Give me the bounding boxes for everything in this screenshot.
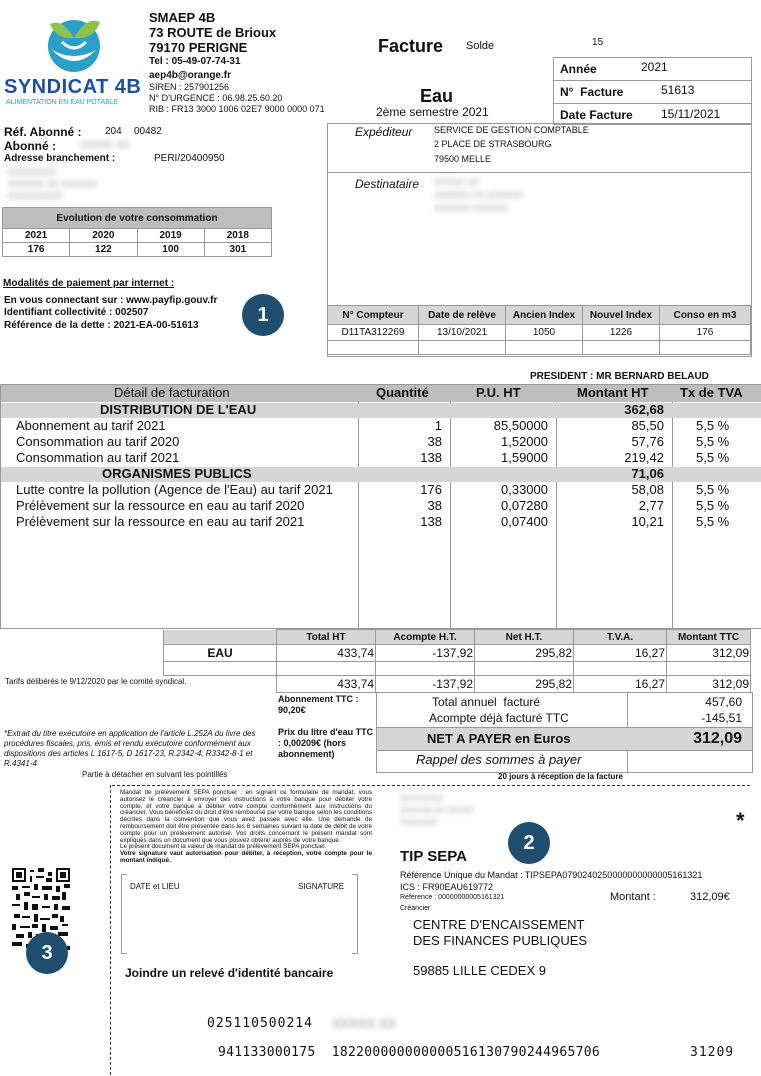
- section-distribution: DISTRIBUTION DE L'EAU: [100, 402, 257, 417]
- logo: [4, 10, 142, 110]
- evolution-title: Evolution de votre consommation: [3, 208, 272, 229]
- marker-3: 3: [26, 932, 68, 974]
- totals-cell: 295,82: [475, 645, 574, 662]
- meter-cell: 1226: [583, 325, 660, 341]
- sender-urgence: N° D'URGENCE : 06.98.25.60.20: [149, 93, 283, 103]
- tip-montant-label: Montant :: [610, 891, 656, 903]
- tip-reference: Référence : 00000000005161321: [400, 894, 505, 901]
- subscriber-hidden-1: XXXXXXXX: [8, 167, 57, 177]
- billing-row-qty: 138: [420, 450, 442, 465]
- mandate-paragraph: Mandat de prélèvement SEPA ponctuel : en signant ce formulaire de mandat, vous autorisez le créancier à envoyer des instructions à votre banque pour débiter votre compte, et votre banque à débiter votre compte conformément aux instructions du créancier. Vous bénéficiez du droit d'être remboursé par votre banque selon les conditions décrites dans la convention que vous avez passée avec elle. Une demande de remboursement doit être présentée dans les 8 semaines suivant la date de débit de votre compte pour un prélèvement autorisé. Vos droits concernant le présent mandat sont expliqués dans un document que vous pouvez obtenir auprès de votre banque.: [120, 789, 372, 844]
- solde-label: Solde: [466, 40, 495, 52]
- subscriber-hidden-2: XXXXXX XX XXXXXX: [8, 179, 98, 189]
- billing-row-pu: 85,50000: [493, 418, 548, 433]
- abonne-hidden: XXXXX XX: [80, 140, 130, 151]
- billing-row-label: Consommation au tarif 2020: [16, 434, 180, 449]
- meter-cell: 176: [660, 325, 751, 341]
- sender-email: aep4b@orange.fr: [149, 70, 231, 81]
- total-annuel-value: 457,60: [705, 695, 742, 709]
- ocr-line-1: 025110500214: [207, 1016, 313, 1031]
- billing-row-qty: 138: [420, 514, 442, 529]
- tip-rum: Référence Unique du Mandat : TIPSEPA0790240250000000000005161321: [400, 870, 703, 880]
- solde-value: 15: [592, 37, 604, 48]
- abonnement-note: Abonnement TTC : 90,20€: [278, 694, 359, 715]
- meter-header: Conso en m3: [660, 306, 751, 325]
- invoice-box: [553, 57, 752, 125]
- section-organismes-total: 71,06: [631, 466, 664, 481]
- ocr-line-2: 941133000175 182200000000000516130790244965706: [218, 1045, 600, 1060]
- payment-line3: Référence de la dette : 2021-EA-00-51613: [4, 320, 199, 331]
- adresse-label: Adresse branchement :: [4, 153, 116, 164]
- billing-row-pu: 1,52000: [501, 434, 548, 449]
- acompte-label: Acompte déjà facturé TTC: [429, 711, 569, 725]
- billing-row-mt: 10,21: [631, 514, 664, 529]
- meter-table: [327, 305, 751, 355]
- tip-hidden-1: XXXXXXXX: [400, 794, 443, 803]
- billing-header: Quantité: [376, 385, 429, 400]
- tarifs-note: Tarifs délibérés le 9/12/2020 par le comité syndical.: [5, 677, 187, 686]
- president: PRESIDENT : MR BERNARD BELAUD: [530, 371, 709, 382]
- acompte-value: -145,51: [701, 711, 742, 725]
- totals-cell: 312,09: [667, 676, 751, 693]
- vingt-jours-note: 20 jours à réception de la facture: [498, 772, 623, 781]
- billing-row-tva: 5,5 %: [696, 498, 730, 513]
- ocr-line-1-hidden: XXXXX XX: [332, 1016, 397, 1031]
- tip-hidden-2: XXXXXX XX XXXXX: [400, 806, 474, 815]
- billing-row-tva: 5,5 %: [696, 450, 730, 465]
- evolution-value: 301: [204, 243, 271, 257]
- date-facture-value: 15/11/2021: [661, 107, 721, 121]
- totals-header: Acompte H.T.: [376, 630, 475, 645]
- section-organismes: ORGANISMES PUBLICS: [102, 466, 252, 481]
- evolution-year: 2019: [137, 229, 204, 243]
- billing-row-pu: 0,33000: [501, 482, 548, 497]
- billing-row-qty: 38: [427, 434, 442, 449]
- evolution-value: 122: [70, 243, 137, 257]
- meter-header: Ancien Index: [506, 306, 583, 325]
- sender-city: 79170 PERIGNE: [149, 40, 248, 55]
- centre-line3: 59885 LILLE CEDEX 9: [413, 963, 546, 978]
- totals-table: [163, 629, 751, 693]
- totals-cell: -137,92: [376, 676, 475, 693]
- totals-cell: 295,82: [475, 676, 574, 693]
- date-facture-label: Date Facture: [560, 108, 633, 122]
- totals-cell: -137,92: [376, 645, 475, 662]
- billing-row-label: Prélèvement sur la ressource en eau au tarif 2020: [16, 498, 305, 513]
- totals-header: Total HT: [277, 630, 376, 645]
- abonne-label: Abonné :: [4, 139, 56, 153]
- billing-header: Détail de facturation: [114, 385, 230, 400]
- totals-header: T.V.A.: [574, 630, 667, 645]
- meter-cell: 13/10/2021: [419, 325, 506, 341]
- mandate-text: [120, 790, 372, 865]
- evolution-table: [2, 207, 272, 257]
- facture-title: Facture: [378, 36, 444, 56]
- billing-row-pu: 0,07280: [501, 498, 548, 513]
- mandate-paragraph-2: Le présent document la valeur de mandat de prélèvement SEPA ponctuel.: [120, 843, 327, 851]
- rappel-label: Rappel des sommes à payer: [416, 752, 582, 767]
- totals-cell: 433,74: [277, 676, 376, 693]
- tip-star: *: [736, 808, 745, 833]
- billing-row-pu: 1,59000: [501, 450, 548, 465]
- billing-header: P.U. HT: [476, 385, 521, 400]
- ref-abonne-b: 00482: [134, 126, 162, 137]
- billing-header: Tx de TVA: [680, 385, 743, 400]
- detach-line-horizontal: [112, 785, 750, 786]
- ref-abonne-a: 204: [105, 126, 122, 137]
- centre-line1: CENTRE D'ENCAISSEMENT: [413, 917, 585, 932]
- totals-cell: 433,74: [277, 645, 376, 662]
- sender-street: 73 ROUTE de Brioux: [149, 25, 277, 40]
- signature-label: SIGNATURE: [298, 882, 345, 891]
- tip-creancier: Créancier: [400, 905, 431, 912]
- billing-row-qty: 1: [434, 418, 442, 433]
- expediteur-line2: 2 PLACE DE STRASBOURG: [434, 139, 552, 149]
- billing-row-tva: 5,5 %: [696, 434, 730, 449]
- net-a-payer-value: 312,09: [693, 730, 742, 747]
- billing-row-label: Prélèvement sur la ressource en eau au tarif 2021: [16, 514, 305, 529]
- semestre: 2ème semestre 2021: [376, 105, 489, 119]
- billing-row-mt: 57,76: [631, 434, 664, 449]
- tip-title: TIP SEPA: [400, 848, 467, 865]
- billing-row-tva: 5,5 %: [696, 418, 730, 433]
- eau-title: Eau: [420, 86, 454, 106]
- ref-abonne-label: Réf. Abonné :: [4, 125, 82, 139]
- logo-name: SYNDICAT 4B: [4, 76, 142, 98]
- evolution-year: 2020: [70, 229, 137, 243]
- centre-line2: DES FINANCES PUBLIQUES: [413, 933, 588, 948]
- expediteur-label: Expéditeur: [355, 125, 413, 139]
- billing-row-qty: 38: [427, 498, 442, 513]
- facture-num-label: N° Facture: [560, 85, 624, 99]
- extrait-note: *Extrait du titre exécutoire en application de l'article L.252A du livre des procédures fiscales, pris, émis et rendu exécutoire conformément aux dispositions des articles L 1617-5, D 1617-23, R.2342-4, R3342-8-1 et R.4341-4: [4, 729, 256, 768]
- tip-ics: ICS : FR90EAU619772: [400, 882, 494, 892]
- meter-cell: D11TA312269: [328, 325, 419, 341]
- evolution-value: 176: [3, 243, 70, 257]
- totals-row-label: EAU: [164, 645, 277, 662]
- payment-line2: Identifiant collectivité : 002507: [4, 307, 149, 318]
- tip-montant-value: 312,09€: [690, 891, 730, 903]
- evolution-year: 2021: [3, 229, 70, 243]
- evolution-value: 100: [137, 243, 204, 257]
- destinataire-hidden-1: XXXXX XX: [434, 177, 479, 187]
- billing-row-mt: 2,77: [638, 498, 664, 513]
- rib-note: Joindre un relevé d'identité bancaire: [125, 966, 334, 980]
- annee-value: 2021: [641, 60, 668, 74]
- payment-title: Modalités de paiement par internet :: [3, 278, 175, 289]
- sender-rib: RIB : FR13 3000 1006 02E7 9000 0000 071: [149, 104, 325, 114]
- tip-hidden-3: XXXXXXX: [400, 818, 438, 827]
- sender-tel: Tel : 05-49-07-74-31: [149, 56, 241, 67]
- destinataire-hidden-3: XXXXXX XXXXXX: [434, 203, 509, 213]
- billing-row-label: Lutte contre la pollution (Agence de l'Eau) au tarif 2021: [16, 482, 333, 497]
- prix-litre-note: Prix du litre d'eau TTC : 0,00209€ (hors abonnement): [278, 727, 374, 759]
- meter-header: Date de relève: [419, 306, 506, 325]
- adresse-value: PERI/20400950: [154, 153, 225, 164]
- billing-row-mt: 219,42: [624, 450, 664, 465]
- detacher-note: Partie à détacher en suivant les pointillés: [82, 770, 228, 779]
- billing-row-mt: 58,08: [631, 482, 664, 497]
- marker-2: 2: [508, 822, 550, 864]
- billing-row-label: Abonnement au tarif 2021: [16, 418, 166, 433]
- meter-cell: 1050: [506, 325, 583, 341]
- sender-name: SMAEP 4B: [149, 10, 216, 25]
- totals-cell: 16,27: [574, 676, 667, 693]
- logo-icon: [4, 10, 139, 80]
- net-a-payer-label: NET A PAYER en Euros: [427, 731, 571, 746]
- meter-header: Nouvel Index: [583, 306, 660, 325]
- totals-cell: 16,27: [574, 645, 667, 662]
- logo-tagline: ALIMENTATION EN EAU POTABLE: [6, 99, 119, 106]
- marker-1: 1: [242, 294, 284, 336]
- annee-label: Année: [560, 62, 597, 76]
- ocr-line-3: 31209: [690, 1045, 735, 1060]
- evolution-year: 2018: [204, 229, 271, 243]
- billing-row-mt: 85,50: [631, 418, 664, 433]
- payment-line1: En vous connectant sur : www.payfip.gouv.fr: [4, 295, 218, 306]
- totals-header: Net H.T.: [475, 630, 574, 645]
- subscriber-hidden-3: XXXXXXXXX: [8, 191, 63, 201]
- billing-row-qty: 176: [420, 482, 442, 497]
- destinataire-hidden-2: XXXXXX XX XXXXXX: [434, 190, 524, 200]
- billing-row-tva: 5,5 %: [696, 514, 730, 529]
- billing-row-label: Consommation au tarif 2021: [16, 450, 180, 465]
- billing-row-pu: 0,07400: [501, 514, 548, 529]
- section-distribution-total: 362,68: [624, 402, 664, 417]
- expediteur-line3: 79500 MELLE: [434, 154, 492, 164]
- billing-row-tva: 5,5 %: [696, 482, 730, 497]
- destinataire-label: Destinataire: [355, 177, 420, 191]
- totals-cell: 312,09: [667, 645, 751, 662]
- sender-block: [149, 10, 325, 115]
- detach-line-vertical: [110, 785, 111, 1075]
- billing-header: Montant HT: [577, 385, 649, 400]
- sender-siren: SIREN : 257901256: [149, 82, 230, 92]
- meter-header: N° Compteur: [328, 306, 419, 325]
- mandate-bold: Votre signature vaut autorisation pour débiter, à réception, votre compte pour le montant indiqué.: [120, 850, 372, 864]
- total-annuel-label: Total annuel facturé: [432, 695, 541, 709]
- date-lieu-label: DATE et LIEU: [130, 882, 180, 891]
- facture-num-value: 51613: [661, 83, 695, 97]
- expediteur-line1: SERVICE DE GESTION COMPTABLE: [434, 125, 589, 135]
- totals-header: Montant TTC: [667, 630, 751, 645]
